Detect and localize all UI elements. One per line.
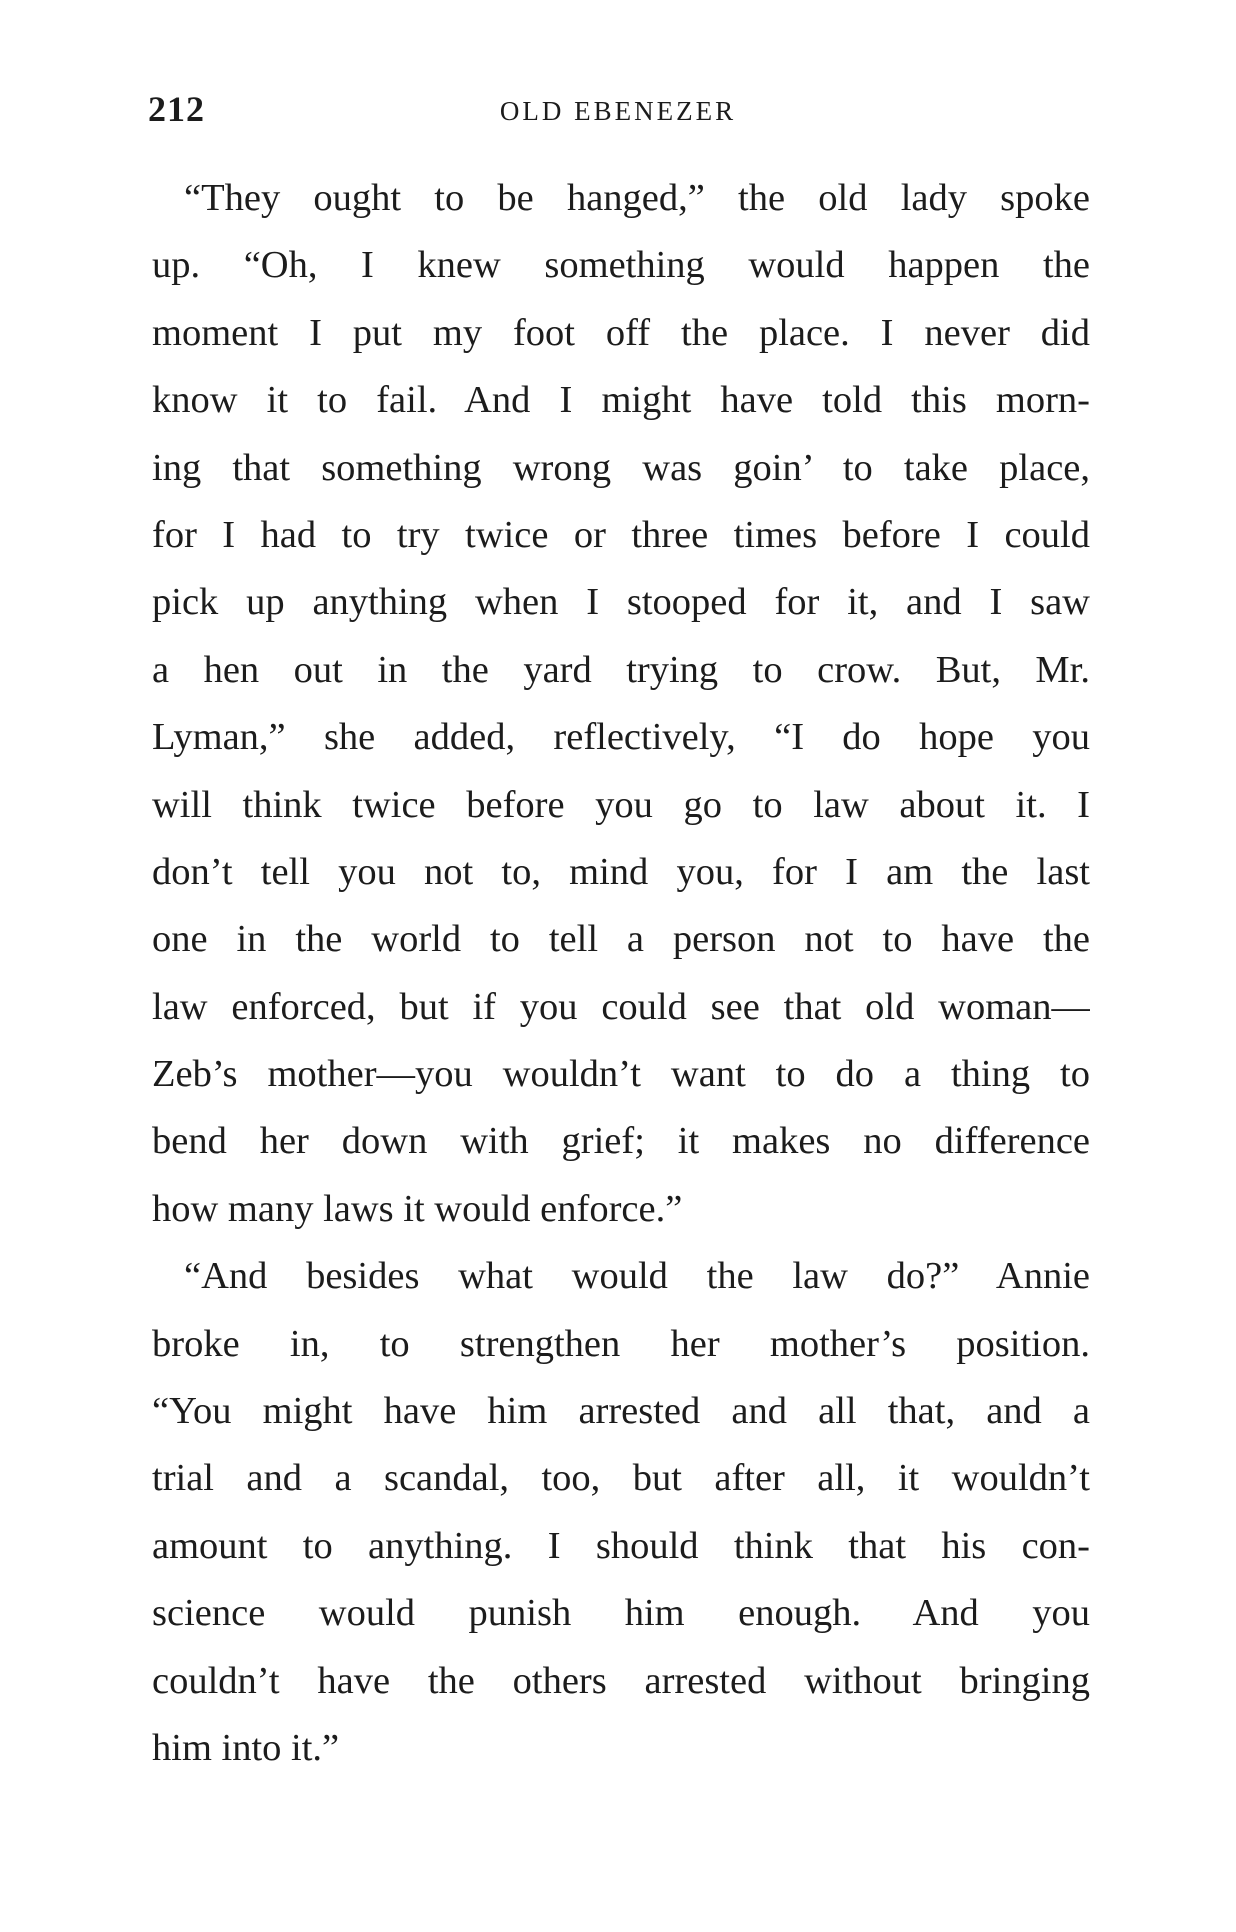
text-line: “They ought to be hanged,” the old lady spoke xyxy=(184,177,1090,219)
text-line: amount to anything. I should think that his con- xyxy=(152,1524,1090,1567)
text-line: “You might have him arrested and all that, and a xyxy=(152,1390,1090,1433)
text-line: law enforced, but if you could see that old woman— xyxy=(152,985,1090,1028)
text-line: how many laws it would enforce.” xyxy=(152,1187,683,1230)
text-line: Lyman,” she added, reflectively, “I do hope you xyxy=(152,716,1090,759)
text-line: bend her down with grief; it makes no difference xyxy=(152,1120,1090,1163)
text-line: ing that something wrong was goin’ to take place, xyxy=(152,446,1090,489)
text-line: Zeb’s mother—you wouldn’t want to do a thing to xyxy=(152,1053,1090,1096)
text-line: one in the world to tell a person not to have the xyxy=(152,918,1090,961)
paragraph xyxy=(152,165,1090,1243)
text-line: a hen out in the yard trying to crow. But, Mr. xyxy=(152,648,1090,691)
text-line: couldn’t have the others arrested without bringing xyxy=(152,1659,1090,1702)
page-header xyxy=(148,88,1088,138)
text-line: pick up anything when I stooped for it, and I saw xyxy=(152,581,1090,624)
paragraph xyxy=(152,1243,1090,1782)
text-line: don’t tell you not to, mind you, for I am the last xyxy=(152,850,1090,893)
text-line: moment I put my foot off the place. I never did xyxy=(152,311,1090,354)
running-head: OLD EBENEZER xyxy=(499,96,737,126)
text-line: “And besides what would the law do?” Annie xyxy=(184,1255,1090,1298)
text-line: him into it.” xyxy=(152,1726,340,1769)
text-line: for I had to try twice or three times before I could xyxy=(152,513,1090,556)
text-line: broke in, to strengthen her mother’s position. xyxy=(152,1322,1090,1365)
body-text xyxy=(152,165,1090,1782)
text-line: trial and a scandal, too, but after all, it wouldn’t xyxy=(152,1457,1090,1500)
page-number: 212 xyxy=(148,89,205,129)
text-line: science would punish him enough. And you xyxy=(152,1592,1090,1635)
text-line: up. “Oh, I knew something would happen the xyxy=(152,244,1090,287)
text-line: will think twice before you go to law about it. I xyxy=(152,783,1090,826)
text-line: know it to fail. And I might have told this morn- xyxy=(152,379,1090,422)
